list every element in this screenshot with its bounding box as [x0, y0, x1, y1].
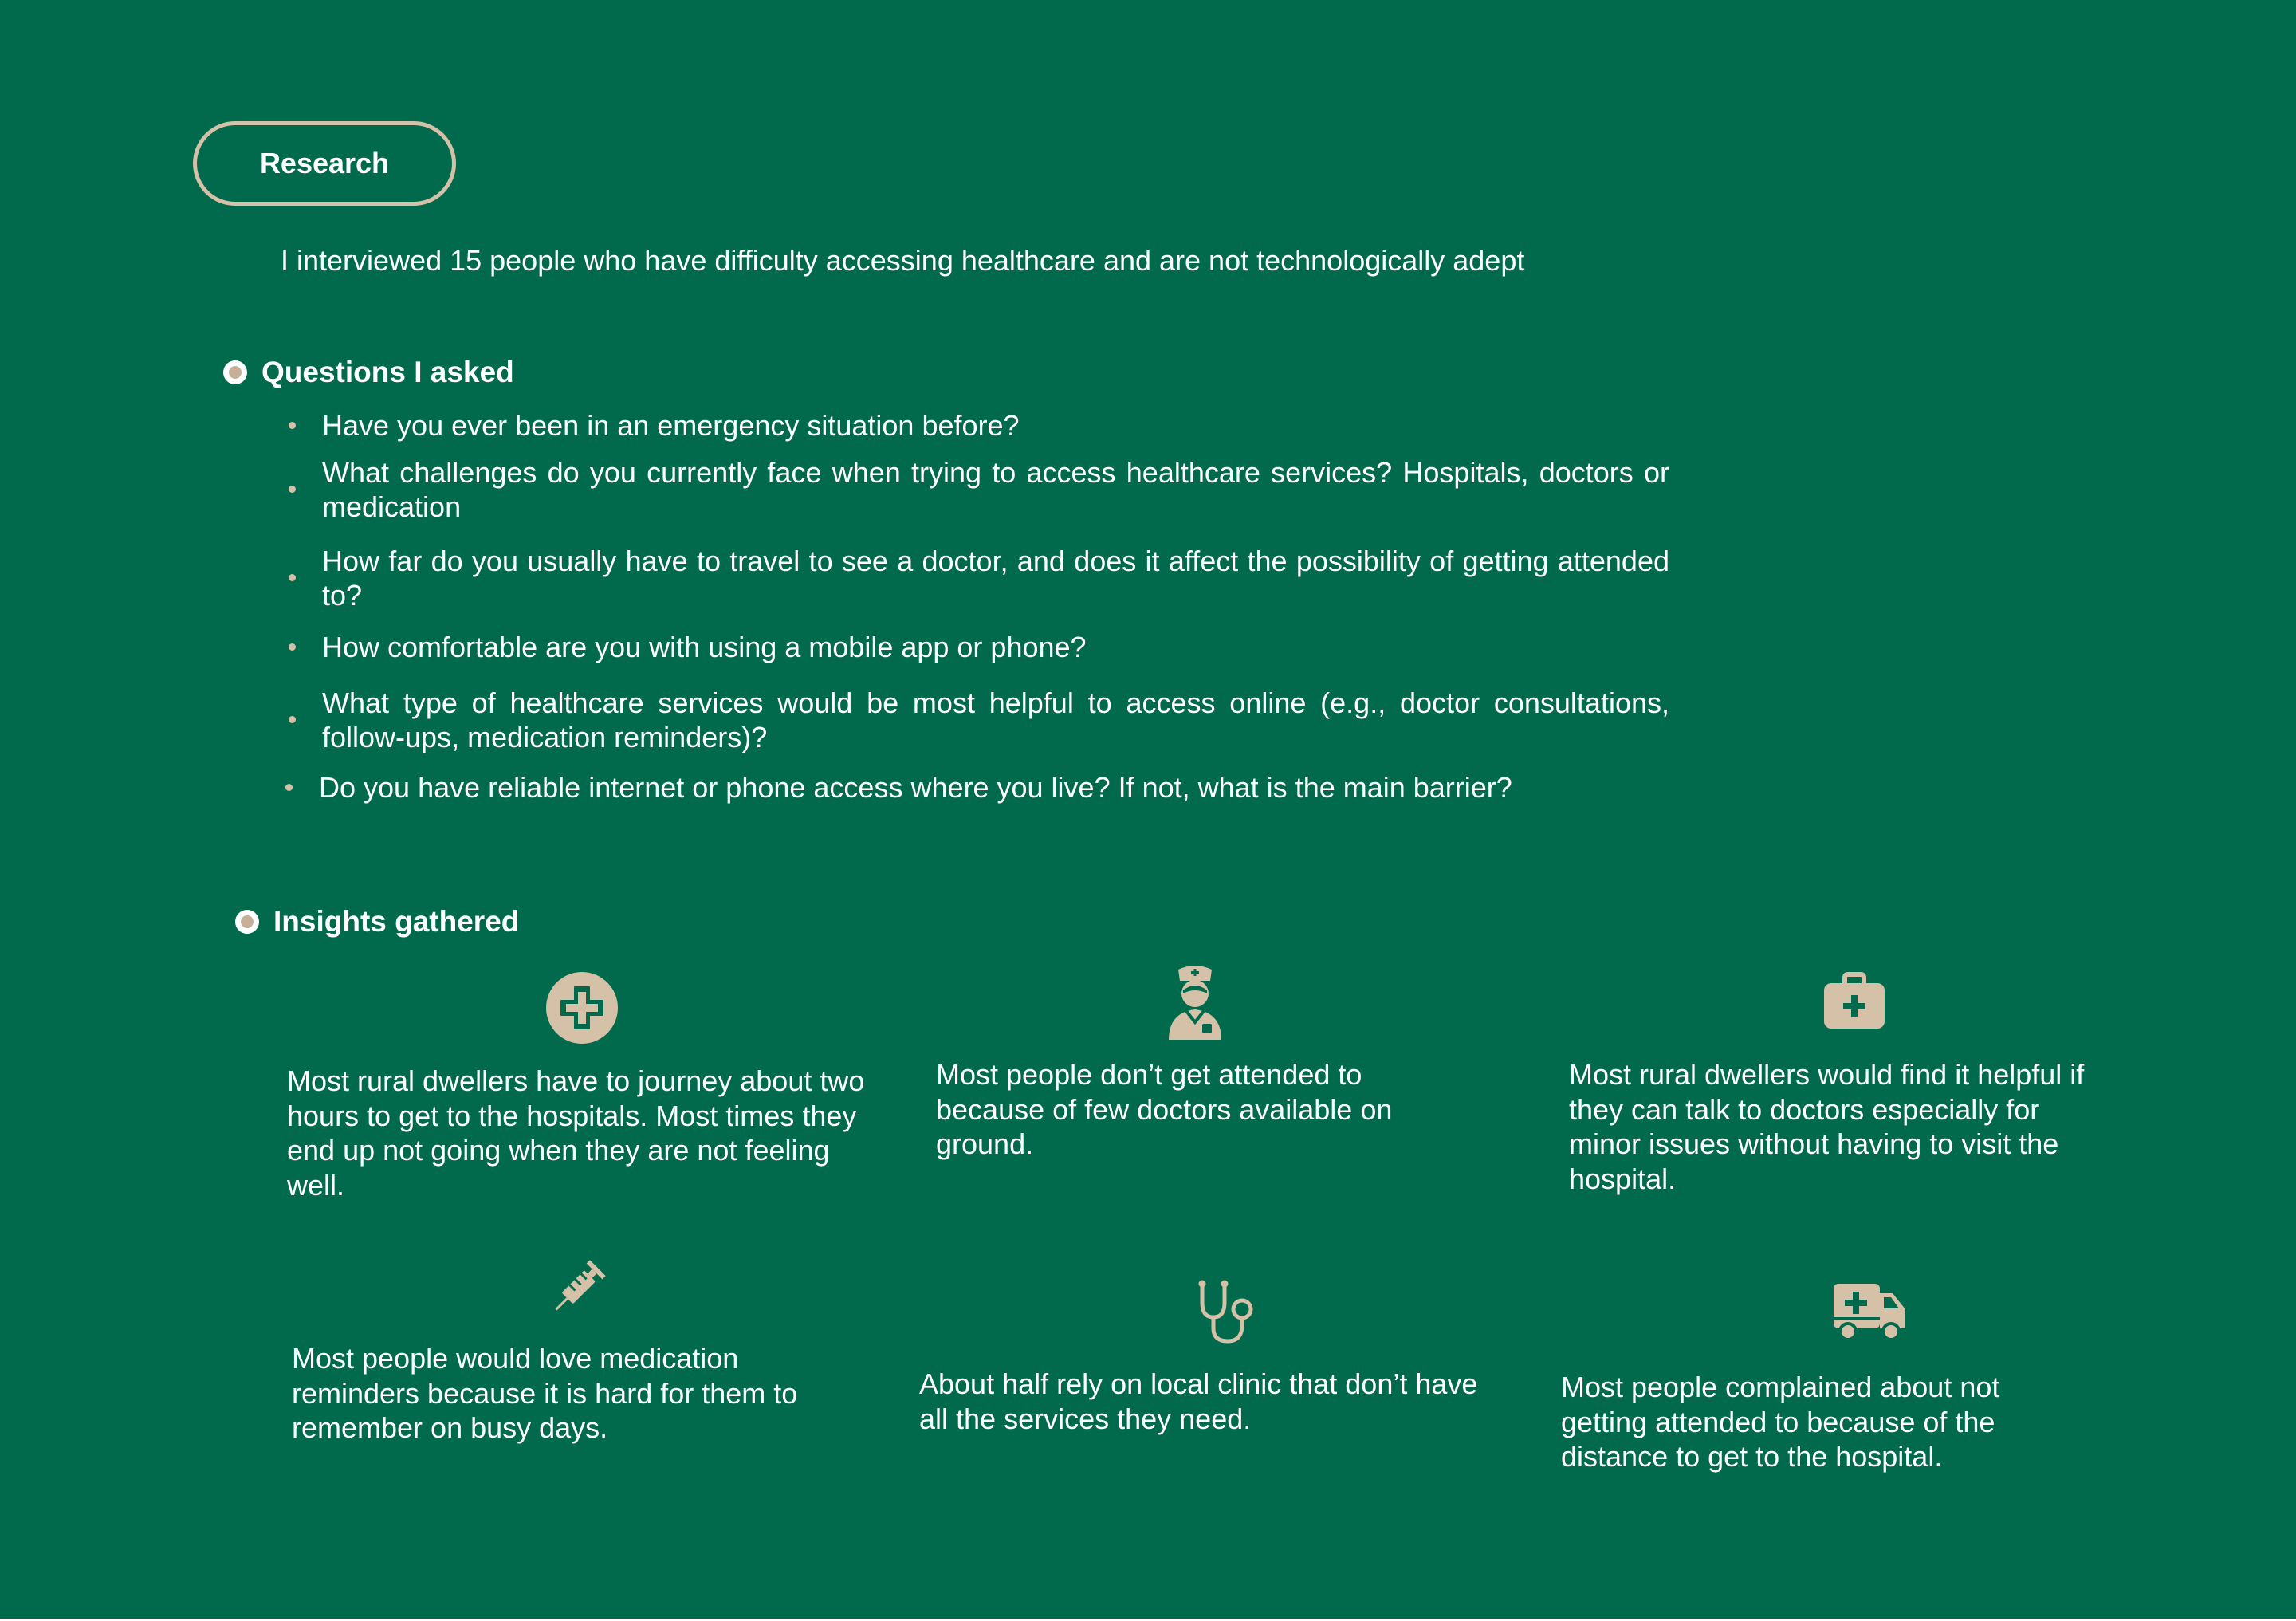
section-bullet-icon — [235, 910, 259, 934]
insights-heading-label: Insights gathered — [273, 905, 520, 938]
bullet-icon — [289, 486, 296, 493]
question-item: Do you have reliable internet or phone access where you live? If not, what is the main barrier? — [282, 770, 1666, 805]
first-aid-kit-icon — [1824, 971, 1885, 1029]
research-badge — [193, 121, 456, 206]
insights-heading — [235, 905, 519, 938]
questions-heading — [223, 356, 514, 389]
question-item: What challenges do you currently face when trying to access healthcare services? Hospitals, doctors or medication — [285, 455, 1669, 524]
question-item: How comfortable are you with using a mobile app or phone? — [285, 630, 1669, 664]
bullet-icon — [289, 716, 296, 723]
bullet-icon — [289, 574, 296, 581]
bullet-icon — [285, 784, 293, 791]
section-bullet-icon — [223, 360, 247, 384]
question-item: What type of healthcare services would be most helpful to access online (e.g., doctor consultations, follow-ups, medication reminders)? — [285, 686, 1669, 754]
insight-text: Most people would love medication reminders because it is hard for them to remember on busy days. — [292, 1342, 798, 1444]
question-item: How far do you usually have to travel to see a doctor, and does it affect the possibility of getting attended to? — [285, 544, 1669, 612]
medical-cross-icon — [545, 971, 619, 1045]
insight-text: Most people don’t get attended to because of few doctors available on ground. — [936, 1058, 1393, 1160]
insight-text: Most rural dwellers would find it helpful if they can talk to doctors especially for minor issues without having to visit the hospital. — [1569, 1058, 2085, 1195]
questions-heading-label: Questions I asked — [261, 356, 514, 388]
insight-text: Most rural dwellers have to journey about two hours to get to the hospitals. Most times they end up not going when they are not feeling well. — [287, 1064, 865, 1202]
research-badge-label: Research — [259, 147, 390, 179]
questions-list — [285, 408, 1669, 805]
syringe-icon — [550, 1253, 614, 1314]
intro-text: I interviewed 15 people who have difficulty accessing healthcare and are not technologically adept — [281, 244, 1525, 277]
bullet-icon — [289, 422, 296, 429]
insight-text: Most people complained about not getting attended to because of the distance to get to the hospital. — [1561, 1371, 2000, 1473]
bullet-icon — [289, 643, 296, 651]
nurse-icon — [1167, 965, 1223, 1040]
insight-text: About half rely on local clinic that don’t have all the services they need. — [919, 1367, 1478, 1435]
stethoscope-icon — [1196, 1279, 1256, 1344]
ambulance-icon — [1834, 1284, 1905, 1343]
question-item: Have you ever been in an emergency situation before? — [285, 408, 1669, 443]
